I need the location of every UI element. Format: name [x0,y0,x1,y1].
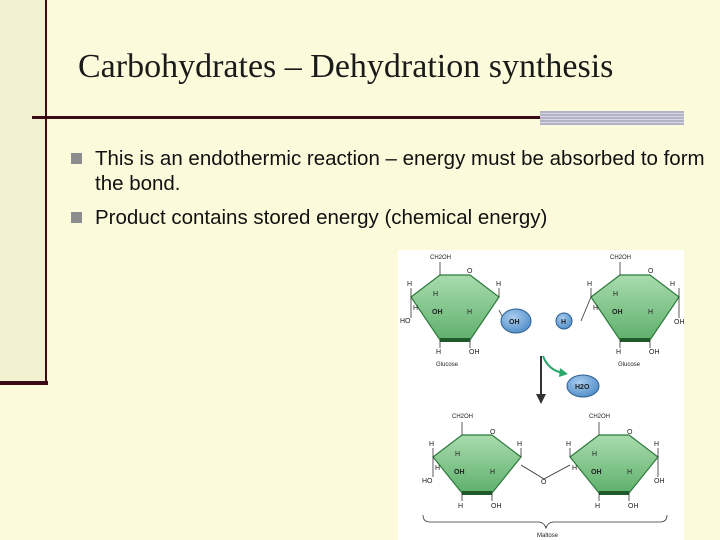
square-bullet-icon [71,153,82,164]
slide-title: Carbohydrates – Dehydration synthesis [78,48,614,85]
title-underline [32,116,540,119]
oh-label: OH [591,469,602,476]
h-label: H [566,441,572,448]
h-label: H [435,465,441,472]
oh-label: OH [674,319,684,326]
h-label: H [593,305,599,312]
ho-label: HO [422,478,433,485]
h-label: H [648,309,654,316]
h-label: H [433,291,439,298]
h-label: H [413,305,419,312]
h-label: H [595,503,601,510]
h-label: H [561,319,567,326]
h-label: H [517,441,523,448]
glucose-label: Glucose [618,362,641,368]
h-label: H [436,349,442,356]
dehydration-synthesis-diagram [398,250,684,540]
h-label: H [592,451,598,458]
maltose-label: Maltose [537,533,559,539]
oh-label: OH [469,349,480,356]
oh-label: OH [628,503,639,510]
h-label: H [627,469,633,476]
h-label: H [670,281,676,288]
bullet-item [70,146,710,196]
oh-label: OH [649,349,660,356]
h-label: H [407,281,413,288]
ring-oxygen-label: O [648,268,654,275]
h-label: H [616,349,622,356]
ch2oh-label: CH2OH [452,414,474,420]
bullet-text: Product contains stored energy (chemical energy) [95,206,548,229]
h-label: H [572,465,578,472]
slide-left-band [0,0,47,384]
slide-left-band-foot [0,381,48,385]
water-label: H2O [575,384,590,391]
ch2oh-label: CH2OH [589,414,611,420]
title-underline-accent [540,111,684,125]
water-bubble [567,375,599,397]
water-release-arrow [543,356,568,377]
h-label: H [458,503,464,510]
glucose-molecule-left [400,255,504,368]
oh-label: OH [432,309,443,316]
oh-label: OH [509,319,520,326]
bullet-list [70,146,710,239]
ring-oxygen-label: O [467,268,473,275]
ho-label: HO [400,318,411,325]
bullet-item [70,205,710,230]
hydrogen-bubble [556,313,572,329]
h-label: H [587,281,593,288]
glucose-molecule-right [581,255,684,368]
glucose-label: Glucose [436,362,459,368]
oh-label: OH [454,469,465,476]
ch2oh-label: CH2OH [430,255,452,261]
h-label: H [496,281,502,288]
square-bullet-icon [71,212,82,223]
h-label: H [490,469,496,476]
oh-label: OH [612,309,623,316]
h-label: H [429,441,435,448]
bullet-text: This is an endothermic reaction – energy must be absorbed to form the bond. [95,147,705,195]
bridge-oxygen-label: O [541,479,547,486]
oh-label: OH [491,503,502,510]
maltose-molecule [422,414,667,539]
h-label: H [613,291,619,298]
ch2oh-label: CH2OH [610,255,632,261]
reaction-arrow [536,356,546,404]
maltose-bracket [423,515,667,528]
hydroxyl-bubble [501,309,531,333]
oh-label: OH [654,478,665,485]
h-label: H [654,441,660,448]
diagram-svg [398,250,684,540]
ring-oxygen-label: O [627,429,633,436]
ring-oxygen-label: O [490,429,496,436]
h-label: H [467,309,473,316]
h-label: H [455,451,461,458]
